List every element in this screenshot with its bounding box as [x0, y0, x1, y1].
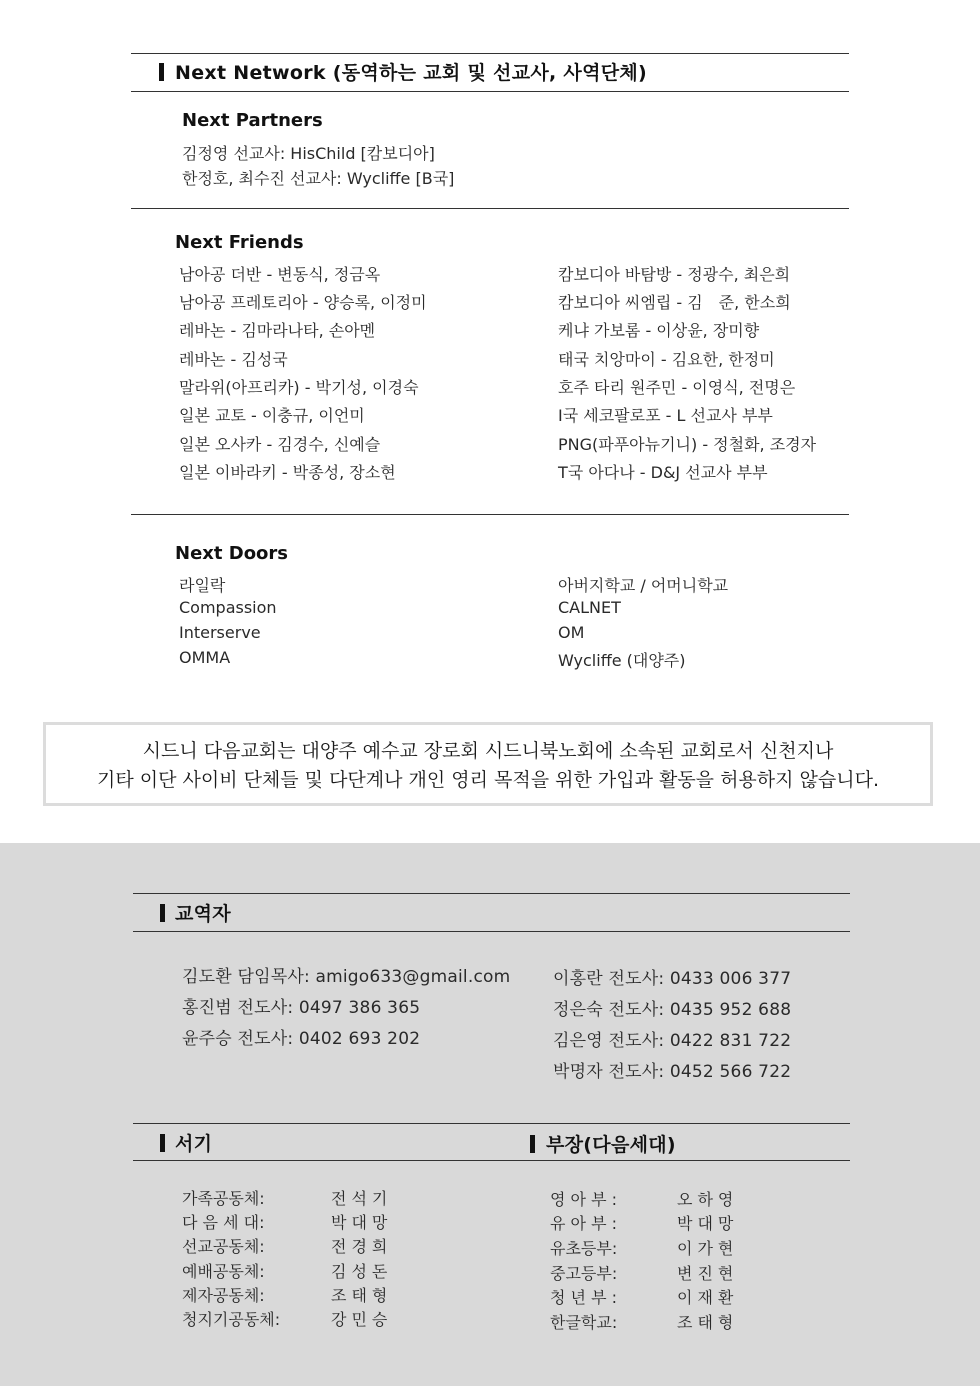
clerk-role: 선교공동체: [182, 1237, 265, 1256]
doors-title: Next Doors [175, 543, 289, 564]
staff-contact: 김은영 전도사: 0422 831 722 [553, 1031, 792, 1051]
door-item: 아버지학교 / 어머니학교 [558, 576, 729, 595]
head-name: 오하영 [677, 1190, 739, 1209]
staff-contact: 윤주승 전도사: 0402 693 202 [182, 1029, 421, 1049]
friend-item: T국 아다나 - D&J 선교사 부부 [558, 463, 768, 482]
notice-line: 기타 이단 사이비 단체들 및 다단계나 개인 영리 목적을 위한 가입과 활동을 허용하지 않습니다. [96, 769, 879, 791]
door-item: 라일락 [179, 576, 226, 595]
head-role: 한글학교: [550, 1313, 618, 1332]
head-name: 변진현 [677, 1264, 739, 1283]
friend-item: 호주 타리 원주민 - 이영식, 전명은 [558, 378, 796, 397]
head-name: 이가현 [677, 1239, 739, 1258]
friend-item: 케냐 가보롬 - 이상윤, 장미향 [558, 321, 760, 340]
clerks-title: 서기 [175, 1133, 213, 1155]
partners-title: Next Partners [182, 110, 323, 131]
friends-title: Next Friends [175, 232, 304, 253]
head-name: 조태형 [677, 1313, 739, 1332]
head-role: 중고등부: [550, 1264, 618, 1283]
head-role: 영 아 부 : [550, 1190, 618, 1209]
friend-item: PNG(파푸아뉴기니) - 정철화, 조경자 [558, 435, 817, 454]
clerks-title-marker [160, 1134, 165, 1152]
clerk-role: 예배공동체: [182, 1262, 265, 1281]
partner-item: 김정영 선교사: HisChild [캄보디아] [182, 144, 435, 163]
staff-background [0, 843, 980, 1386]
staff-title: 교역자 [175, 903, 231, 925]
head-role: 청 년 부 : [550, 1288, 618, 1307]
clerk-role: 다 음 세 대: [182, 1213, 265, 1232]
door-item: CALNET [558, 598, 621, 617]
staff-contact: 김도환 담임목사: amigo633@gmail.com [182, 967, 511, 987]
heads-title-marker [530, 1135, 535, 1153]
door-item: Compassion [179, 598, 277, 617]
head-role: 유 아 부 : [550, 1214, 618, 1233]
friend-item: 남아공 더반 - 변동식, 정금옥 [179, 265, 381, 284]
heads-title: 부장(다음세대) [546, 1134, 676, 1156]
network-title-marker [159, 63, 164, 81]
clerk-role: 청지기공동체: [182, 1310, 281, 1329]
head-name: 박대망 [677, 1214, 739, 1233]
friend-item: 캄보디아 씨엠립 - 김 준, 한소희 [558, 293, 791, 312]
door-item: OMMA [179, 648, 231, 667]
clerks-title-rule [133, 1160, 850, 1161]
friend-item: 일본 이바라키 - 박종성, 장소현 [179, 463, 396, 482]
head-name: 이재환 [677, 1288, 739, 1307]
staff-title-rule [133, 931, 850, 932]
clerk-role: 제자공동체: [182, 1286, 265, 1305]
staff-contact: 박명자 전도사: 0452 566 722 [553, 1062, 792, 1082]
staff-contact: 정은숙 전도사: 0435 952 688 [553, 1000, 792, 1020]
notice-line: 시드니 다음교회는 대양주 예수교 장로회 시드니북노회에 소속된 교회로서 신천지나 [142, 740, 834, 762]
door-item: OM [558, 623, 585, 642]
staff-contact: 홍진범 전도사: 0497 386 365 [182, 998, 421, 1018]
friend-item: 레바논 - 김성국 [179, 350, 288, 369]
staff-top-rule [133, 893, 850, 894]
friend-item: 남아공 프레토리아 - 양승록, 이정미 [179, 293, 427, 312]
clerk-name: 강민승 [331, 1310, 393, 1329]
friend-item: 캄보디아 바탐방 - 정광수, 최은희 [558, 265, 791, 284]
network-title-rule [131, 91, 849, 92]
clerk-name: 박대망 [331, 1213, 393, 1232]
clerk-role: 가족공동체: [182, 1189, 265, 1208]
friend-item: I국 세코팔로포 - L 선교사 부부 [558, 406, 773, 425]
head-role: 유초등부: [550, 1239, 618, 1258]
friend-item: 태국 치앙마이 - 김요한, 한정미 [558, 350, 775, 369]
friend-item: 일본 오사카 - 김경수, 신예슬 [179, 435, 381, 454]
clerks-top-rule [133, 1123, 850, 1124]
partner-item: 한정호, 최수진 선교사: Wycliffe [B국] [182, 169, 455, 188]
door-item: Wycliffe (대양주) [558, 651, 686, 670]
notice-box [43, 722, 933, 806]
clerk-name: 조태형 [331, 1286, 393, 1305]
network-title: Next Network (동역하는 교회 및 선교사, 사역단체) [175, 62, 648, 84]
network-top-rule [131, 53, 849, 54]
friend-item: 일본 교토 - 이충규, 이언미 [179, 406, 365, 425]
clerk-name: 김성돈 [331, 1262, 393, 1281]
staff-title-marker [160, 904, 165, 922]
friend-item: 레바논 - 김마라나타, 손아멘 [179, 321, 376, 340]
clerk-name: 전경희 [331, 1237, 393, 1256]
partners-divider [131, 208, 849, 209]
staff-contact: 이홍란 전도사: 0433 006 377 [553, 969, 792, 989]
friend-item: 말라위(아프리카) - 박기성, 이경숙 [179, 378, 419, 397]
door-item: Interserve [179, 623, 261, 642]
clerk-name: 전석기 [331, 1189, 393, 1208]
friends-divider [131, 514, 849, 515]
